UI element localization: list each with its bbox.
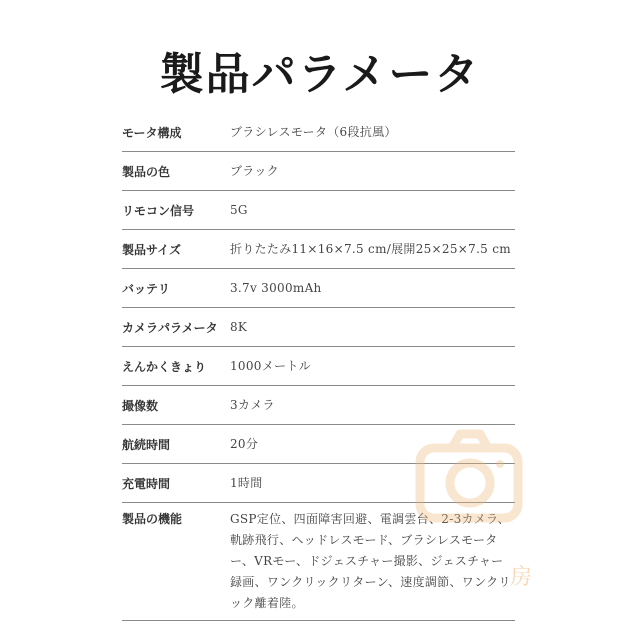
spec-value: 3.7v 3000mAh: [230, 281, 322, 295]
spec-row-color: [122, 152, 515, 191]
spec-value: ブラック: [230, 164, 279, 178]
spec-value: 8K: [230, 320, 248, 334]
spec-row-remote: [122, 191, 515, 230]
spec-label: モータ構成: [122, 125, 182, 140]
spec-label: 航続時間: [122, 437, 171, 452]
spec-label: リモコン信号: [122, 203, 195, 218]
spec-row-cameras: [122, 386, 515, 425]
spec-row-battery: [122, 269, 515, 308]
spec-value: 5G: [230, 203, 248, 217]
spec-value: ブラシレスモータ（6段抗風）: [230, 125, 397, 139]
spec-label: 製品サイズ: [122, 242, 182, 257]
spec-value: GSP定位、四面障害回避、電調雲台、2-3カメラ、軌跡飛行、ヘッドレスモード、ブラシレスモーター、VRモー、ドジェスチャー撮影、ジェスチャー録画、ワンクリックリターン、速度調節、ワンクリック離着陸。: [230, 512, 511, 610]
spec-label: えんかくきょり: [122, 359, 207, 374]
spec-value: 折りたたみ11×16×7.5 cm/展開25×25×7.5 cm: [230, 242, 511, 256]
camera-icon: [414, 426, 524, 526]
spec-value: 1000メートル: [230, 359, 311, 373]
spec-value: 1時間: [230, 476, 263, 490]
spec-label: 製品の色: [122, 164, 171, 179]
spec-value: 20分: [230, 437, 259, 451]
spec-label: カメラパラメータ: [122, 320, 218, 335]
spec-label: バッテリ: [122, 281, 171, 296]
spec-value: 3カメラ: [230, 398, 275, 412]
spec-table: [122, 113, 515, 621]
spec-label: 撮像数: [122, 398, 159, 413]
spec-row-size: [122, 230, 515, 269]
watermark-text: 房: [510, 565, 539, 590]
spec-row-motor: [122, 113, 515, 152]
page-title: 製品パラメータ: [159, 49, 481, 100]
spec-row-range: [122, 347, 515, 386]
spec-label: 製品の機能: [122, 512, 183, 526]
spec-row-camera: [122, 308, 515, 347]
spec-label: 充電時間: [122, 476, 171, 491]
